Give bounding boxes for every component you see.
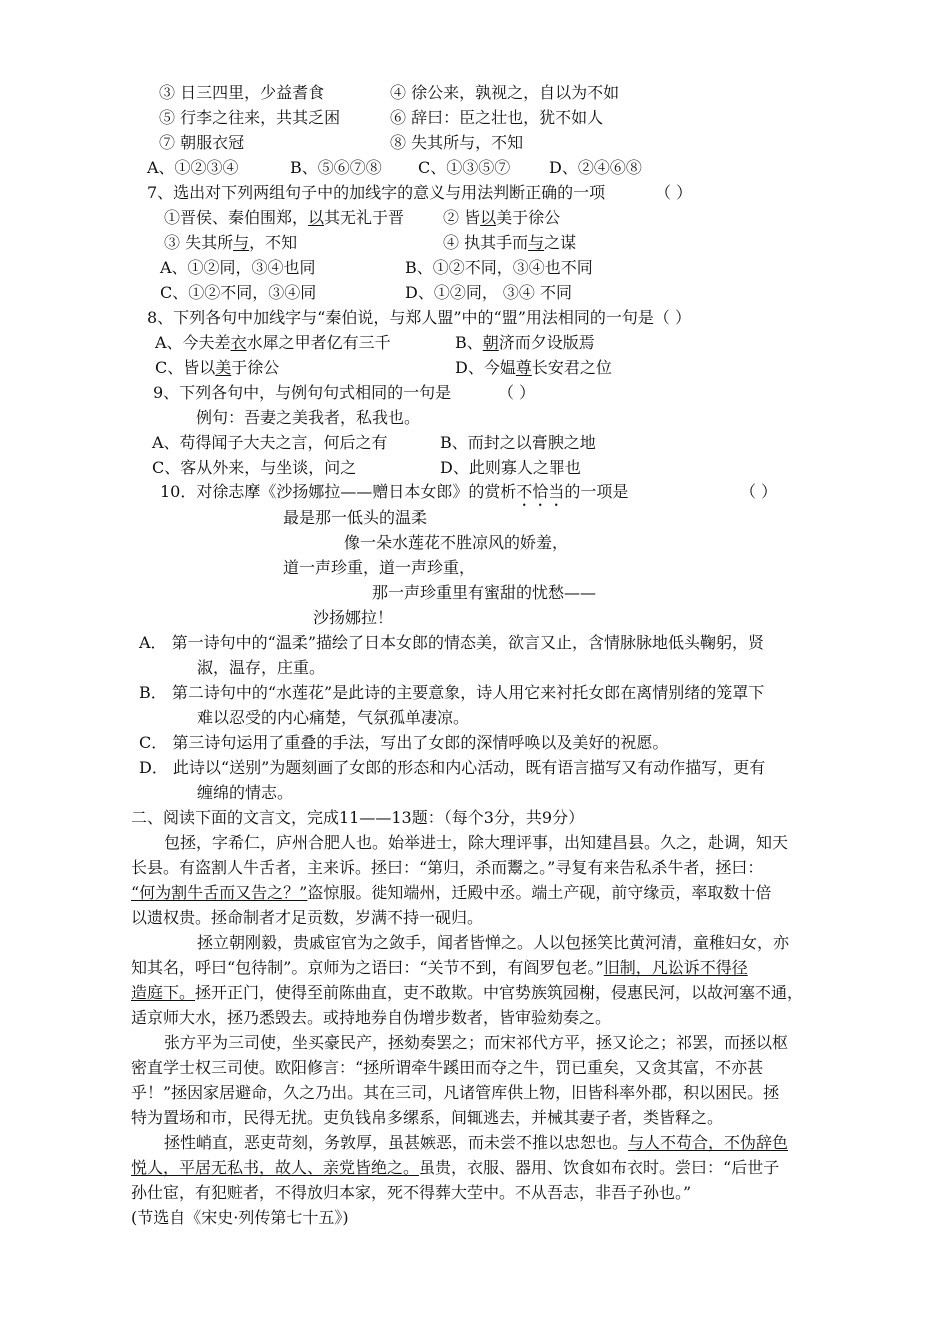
passage-p4-line-1: 拯性峭直，恶吏苛刻，务敦厚，虽甚嫉恶，而未尝不推以忠恕也。与人不苟合，不伪辞色 [164,1133,789,1152]
q6-item-8: ⑧ 失其所与，不知 [390,133,524,152]
q6-item-5: ⑤ 行李之往来，共其乏困 [159,108,341,127]
passage-source: (节选自《宋史·列传第七十五》) [131,1208,349,1227]
underlined-sentence: 与人不苟合，不伪辞色 [628,1133,789,1152]
q8-option-c: C、皆以美于徐公 [155,358,280,377]
q8-underlined-word: 衣 [230,333,247,352]
q6-item-6: ⑥ 辞曰：臣之壮也，犹不如人 [390,108,604,127]
q8-underlined-word: 尊 [515,358,532,377]
q7-sentence-3: ③ 失其所与，不知 [164,233,298,252]
passage-p3-line-4: 特为置场和市，民得无扰。吏负钱帛多缧系，间辄逃去，并械其妻子者，类皆释之。 [131,1108,724,1127]
q6-item-4: ④ 徐公来，孰视之，自以为不如 [390,83,620,102]
q7-option-a: A、①②同，③④也同 [160,258,316,277]
q9-stem: 9、下列各句中，与例句句式相同的一句是 [153,383,452,402]
passage-p1-line-1: 包拯，字希仁，庐州合肥人也。始举进士，除大理评事，出知建昌县。久之，赴调，知天 [164,833,789,852]
passage-p2-line-4: 适京师大水，拯乃悉毁去。或持地券自伪增步数者，皆审验劾奏之。 [131,1008,612,1027]
underlined-sentence: 造庭下。 [131,983,196,1002]
poem-line-3: 道一声珍重，道一声珍重， [283,558,476,577]
q8-underlined-word: 朝 [482,333,499,352]
q7-option-b: B、①②不同，③④也不同 [405,258,593,277]
q7-stem: 7、选出对下列两组句子中的加线字的意义与用法判断正确的一项 [147,183,606,202]
q10-option-a-cont: 淑，温存，庄重。 [197,658,326,677]
q7-underlined-word: 以 [480,208,497,227]
poem-line-2: 像一朵水莲花不胜凉风的娇羞， [344,533,569,552]
section-2-heading: 二、阅读下面的文言文，完成11——13题：（每个3分，共9分） [131,808,585,827]
q9-option-b: B、而封之以膏腴之地 [440,433,596,452]
q10-answer-paren: （ ） [740,482,778,501]
poem-line-4: 那一声珍重里有蜜甜的忧愁—— [372,583,597,602]
q9-option-d: D、此则寡人之罪也 [440,458,581,477]
passage-p1-line-2: 长县。有盗割人牛舌者，主来诉。拯曰：“第归，杀而鬻之。”寻复有来告私杀牛者，拯曰： [131,858,764,877]
q8-option-d: D、今媪尊长安君之位 [455,358,612,377]
q7-answer-paren: （ ） [655,183,693,202]
q10-option-b: B． 第二诗句中的“水莲花”是此诗的主要意象，诗人用它来衬托女郎在离情别绪的笼罩下 [139,683,765,702]
q8-option-b: B、朝济而夕设版焉 [455,333,595,352]
poem-line-5: 沙扬娜拉！ [313,608,394,627]
q6-option-c: C、①③⑤⑦ [418,158,511,177]
q6-item-3: ③ 日三四里，少益耆食 [159,83,325,102]
q10-option-a: A． 第一诗句中的“温柔”描绘了日本女郎的情态美，欲言又止，含情脉脉地低头鞠躬，贤 [139,633,765,652]
passage-p3-line-1: 张方平为三司使，坐买豪民产，拯劾奏罢之；而宋祁代方平，拯又论之；祁罢，而拯以枢 [164,1033,789,1052]
q10-emphasis-word: 不恰当 [516,482,565,501]
passage-p1-line-4: 以遗权贵。拯命制者才足贡数，岁满不持一砚归。 [131,908,484,927]
q6-option-a: A、①②③④ [147,158,239,177]
q7-underlined-word: 与 [233,233,250,252]
q10-option-d-cont: 缠绵的情志。 [197,783,294,802]
underlined-sentence: “何为割牛舌而又告之？” [131,883,308,902]
q9-option-a: A、苟得闻子大夫之言，何后之有 [152,433,388,452]
q9-answer-paren: （ ） [498,383,536,402]
passage-p2-line-2: 知其名，呼曰“包待制”。京师为之语曰：“关节不到，有阎罗包老。”旧制，凡讼诉不得径 [131,958,748,977]
q10-option-d: D． 此诗以“送别”为题刻画了女郎的形态和内心活动，既有语言描写又有动作描写，更有 [139,758,766,777]
underlined-sentence: 旧制，凡讼诉不得径 [603,958,748,977]
q6-option-b: B、⑤⑥⑦⑧ [290,158,382,177]
passage-p4-line-3: 孙仕宦，有犯赃者，不得放归本家，死不得葬大茔中。不从吾志，非吾子孙也。” [131,1183,692,1202]
q7-underlined-word: 以 [308,208,325,227]
q10-option-c: C． 第三诗句运用了重叠的手法，写出了女郎的深情呼唤以及美好的祝愿。 [139,733,669,752]
q6-option-d: D、②④⑥⑧ [549,158,642,177]
q7-sentence-1: ①晋侯、秦伯围郑，以其无礼于晋 [164,208,405,227]
q7-option-c: C、①②不同，③④同 [160,283,317,302]
q7-sentence-4: ④ 执其手而与之谋 [443,233,577,252]
poem-line-1: 最是那一低头的温柔 [283,508,428,527]
q7-underlined-word: 与 [528,233,545,252]
q6-item-7: ⑦ 朝服衣冠 [159,133,245,152]
q8-stem: 8、下列各句中加线字与“秦伯说，与郑人盟”中的“盟”用法相同的一句是（ ） [147,308,691,327]
passage-p1-line-3: “何为割牛舌而又告之？”盗惊服。徙知端州，迁殿中丞。端土产砚，前守缘贡，率取数十倍 [131,883,772,902]
q10-stem: 10．对徐志摩《沙扬娜拉——赠日本女郎》的赏析不恰当的一项是 [160,482,629,501]
passage-p2-line-3: 造庭下。拯开正门，使得至前陈曲直，吏不敢欺。中官势族筑园榭，侵惠民河，以故河塞不通， [131,983,804,1002]
q9-option-c: C、客从外来，与坐谈，问之 [152,458,357,477]
q7-option-d: D、①②同， ③④ 不同 [405,283,573,302]
passage-p3-line-2: 密直学士权三司使。欧阳修言：“拯所谓牵牛蹊田而夺之牛，罚已重矣，又贪其富，不亦甚 [131,1058,764,1077]
q8-option-a: A、今夫差衣水犀之甲者亿有三千 [155,333,391,352]
passage-p4-line-2: 悦人，平居无私书，故人、亲党皆绝之。虽贵，衣服、器用、饮食如布衣时。尝曰：“后世子 [131,1158,780,1177]
underlined-sentence: 悦人，平居无私书，故人、亲党皆绝之。 [131,1158,420,1177]
passage-p2-line-1: 拯立朝刚毅，贵戚宦官为之敛手，闻者皆惮之。人以包拯笑比黄河清，童稚妇女，亦 [197,933,790,952]
q9-example: 例句：吾妻之美我者，私我也。 [196,408,421,427]
q8-underlined-word: 美 [215,358,232,377]
passage-p3-line-3: 乎！”拯因家居避命，久之乃出。其在三司，凡诸管库供上物，旧皆科率外郡，积以困民。拯 [131,1083,780,1102]
q7-sentence-2: ② 皆以美于徐公 [443,208,561,227]
q10-option-b-cont: 难以忍受的内心痛楚，气氛孤单凄凉。 [197,708,470,727]
